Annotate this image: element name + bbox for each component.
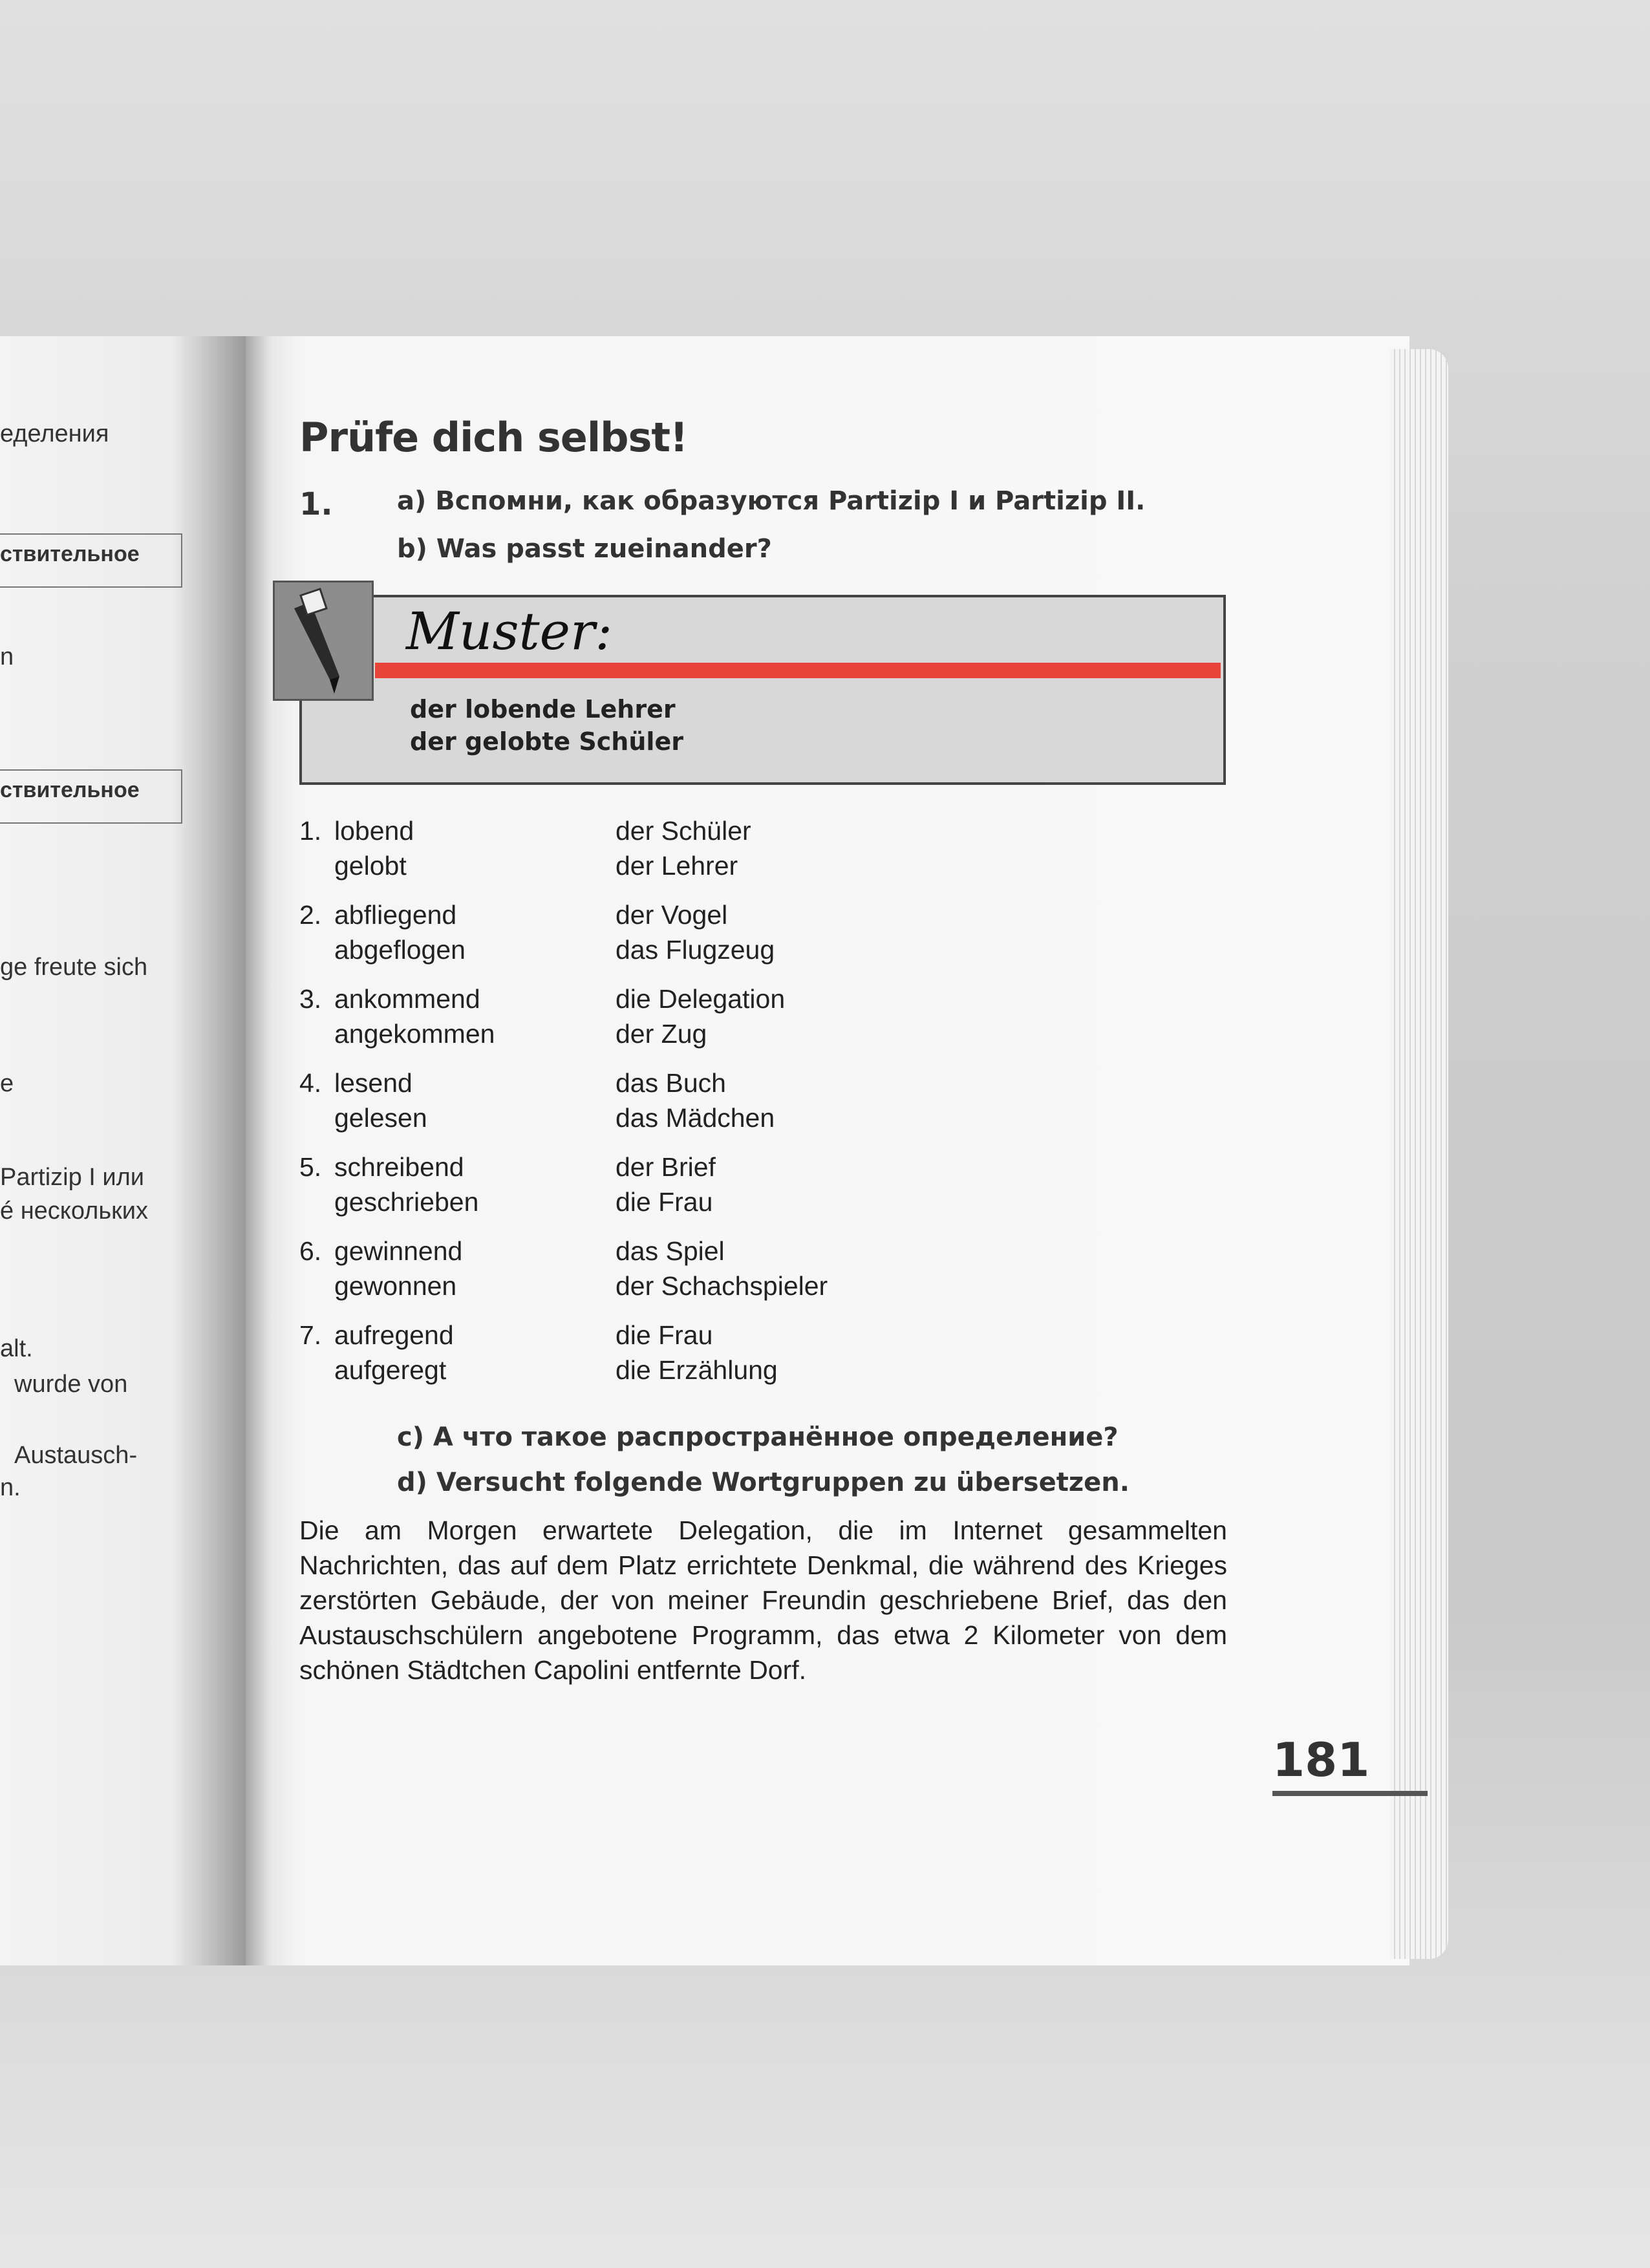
noun-one: der Vogel bbox=[616, 900, 728, 930]
noun-two: die Frau bbox=[616, 1187, 713, 1217]
noun-one: die Frau bbox=[616, 1320, 713, 1350]
participle-one: ankommend bbox=[334, 984, 480, 1014]
red-divider bbox=[375, 663, 1221, 678]
participle-two: aufgeregt bbox=[334, 1355, 447, 1385]
task-number: 1. bbox=[299, 486, 333, 522]
left-page bbox=[0, 336, 246, 1965]
task-c: c) А что такое распространённое определение? bbox=[397, 1422, 1119, 1452]
participle-two: geschrieben bbox=[334, 1187, 479, 1217]
left-fragment: Austausch- bbox=[14, 1442, 138, 1469]
page-number-rule bbox=[1272, 1791, 1428, 1796]
participle-one: lobend bbox=[334, 816, 414, 846]
participle-two: abgeflogen bbox=[334, 935, 466, 965]
item-number: 2. bbox=[299, 900, 322, 930]
participle-one: abfliegend bbox=[334, 900, 457, 930]
noun-two: der Lehrer bbox=[616, 851, 738, 881]
left-fragment: ствительное bbox=[0, 542, 140, 566]
item-number: 5. bbox=[299, 1152, 322, 1182]
page-title: Prüfe dich selbst! bbox=[299, 414, 688, 461]
participle-one: schreibend bbox=[334, 1152, 464, 1182]
task-d: d) Versucht folgende Wortgruppen zu übersetzen. bbox=[397, 1468, 1130, 1497]
noun-two: der Zug bbox=[616, 1019, 707, 1049]
muster-example-line: der gelobte Schüler bbox=[410, 727, 683, 756]
left-fragment: e bbox=[0, 1070, 14, 1097]
noun-two: das Mädchen bbox=[616, 1103, 775, 1133]
participle-two: gewonnen bbox=[334, 1271, 457, 1301]
participle-two: angekommen bbox=[334, 1019, 495, 1049]
left-fragment: é нескольких bbox=[0, 1197, 148, 1225]
item-number: 3. bbox=[299, 984, 322, 1014]
noun-one: das Buch bbox=[616, 1068, 726, 1098]
noun-two: das Flugzeug bbox=[616, 935, 775, 965]
noun-two: der Schachspieler bbox=[616, 1271, 828, 1301]
participle-two: gelobt bbox=[334, 851, 407, 881]
item-number: 1. bbox=[299, 816, 322, 846]
item-number: 4. bbox=[299, 1068, 322, 1098]
left-fragment: ствительное bbox=[0, 778, 140, 802]
muster-title: Muster: bbox=[406, 601, 613, 661]
left-fragment: Partizip I или bbox=[0, 1164, 145, 1191]
right-page bbox=[246, 336, 1409, 1965]
participle-one: gewinnend bbox=[334, 1236, 463, 1266]
left-fragment: еделения bbox=[0, 420, 109, 447]
left-fragment: n. bbox=[0, 1474, 21, 1501]
noun-one: der Schüler bbox=[616, 816, 751, 846]
left-fragment: ge freute sich bbox=[0, 954, 148, 981]
left-fragment: alt. bbox=[0, 1335, 33, 1362]
participle-two: gelesen bbox=[334, 1103, 427, 1133]
translation-paragraph: Die am Morgen erwartete Delegation, die im Internet gesammelten Nachrichten, das auf dem Platz errichtete Denkmal, die während des Krieges zerstörten Gebäude, der von meiner Freundin geschriebene Brief, das den Austauschschülern angebotene Programm, das etwa 2 Kilometer von dem schönen Städtchen Capolini entfernte Dorf. bbox=[299, 1515, 1227, 1685]
item-number: 6. bbox=[299, 1236, 322, 1266]
noun-two: die Erzählung bbox=[616, 1355, 778, 1385]
muster-example-line: der lobende Lehrer bbox=[410, 695, 676, 723]
page-number: 181 bbox=[1272, 1733, 1370, 1787]
task-b: b) Was passt zueinander? bbox=[397, 534, 772, 564]
pen-icon bbox=[273, 581, 374, 701]
task-a: a) Вспомни, как образуются Partizip I и Partizip II. bbox=[397, 486, 1146, 516]
left-fragment: wurde von bbox=[14, 1371, 128, 1398]
noun-one: der Brief bbox=[616, 1152, 716, 1182]
item-number: 7. bbox=[299, 1320, 322, 1350]
left-fragment: n bbox=[0, 643, 14, 670]
page-edges bbox=[1390, 349, 1448, 1959]
participle-one: aufregend bbox=[334, 1320, 454, 1350]
participle-one: lesend bbox=[334, 1068, 412, 1098]
noun-one: die Delegation bbox=[616, 984, 786, 1014]
noun-one: das Spiel bbox=[616, 1236, 725, 1266]
